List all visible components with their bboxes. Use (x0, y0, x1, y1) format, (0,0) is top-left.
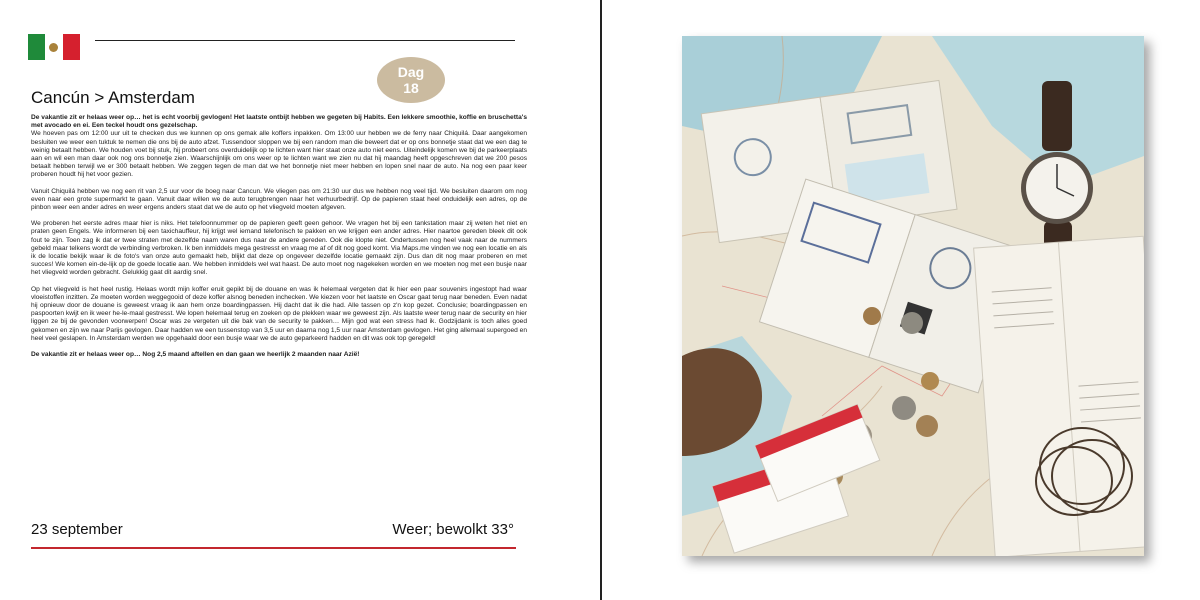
footer-date: 23 september (31, 521, 123, 538)
paragraph: Vanuit Chiquilá hebben we nog een rit van 2,5 uur voor de boeg naar Cancun. We vliegen pas om 21:30 uur dus we hebben nog veel tijd. We besluiten daarom om nog even naar een grote supermarkt te gaan. Vanuit daar willen we de auto terugbrengen naar het verhuurbedrijf. Op de papieren staat heel onduidelijk een adres, op de pinbon weer een ander adres en weer ergens anders staat dat we de auto op het vliegveld moeten afgeven. (31, 187, 527, 212)
top-divider (95, 40, 515, 41)
paragraph: We hoeven pas om 12:00 uur uit te checken dus we kunnen op ons gemak alle koffers inpakken. Om 13:00 uur hebben we de ferry naar Chiquilá. Daar aangekomen besluiten we weer een tuktuk te nemen die ons bij de auto afzet. Tussendoor sloppen we bij een random man die beweert dat er op ons bonnetje staat dat we een dag te weinig betaalt hebben. We houden voet bij stuk, hij probeert ons overduidelijk op te lichten want hier staat onze auto niet eens. Uiteindelijk komen we bij de parkeerplaats aan en wil een man daar ook nog ons bonnetje zien. Waarschijnlijk om ons weer op te lichten want we zien nu dat hij maandag heeft opgeschreven dat we 200 pesos betaalt hebben terwijl we er 300 betaalt hebben. We zeggen tegen de man dat we het bonnetje niet meer hebben en lopen snel naar de auto. Na nog een paar keer proberen houdt hij het voor gezien. (31, 130, 527, 179)
day-badge (377, 57, 445, 103)
travel-photo (682, 36, 1144, 556)
page-title: Cancún > Amsterdam (31, 88, 195, 107)
paragraph: De vakantie zit er helaas weer op… het is echt voorbij gevlogen! Het laatste ontbijt hebben we gegeten bij Habits. Een lekkere smoothie, koffie en bruschetta's met avocado en ei. Een teckel houdt ons gezelschap. (31, 114, 527, 130)
day-badge-number: 18 (403, 80, 419, 96)
day-badge-label: Dag (397, 64, 425, 80)
paragraph: De vakantie zit er helaas weer op… Nog 2,5 maand aftellen en dan gaan we heerlijk 2 maanden naar Azië! (31, 351, 360, 359)
footer-weather: Weer; bewolkt 33° (392, 521, 514, 538)
bottom-divider (31, 547, 516, 549)
paragraph: Op het vliegveld is het heel rustig. Helaas wordt mijn koffer eruit gepikt bij de douane en was ik helemaal vergeten dat ik hier een paar souvenirs ingestopt had waar vloeistoffen inzitten. Ze moeten worden weggegooid of deze koffer alsnog beneden inchecken. We kiezen voor het laatste en Oscar gaat terug naar beneden. Even nadat hij opnieuw door de douane is geweest vraag ik aan hem onze boardingpassen. Hij dacht dat ik die had. Alle tassen op z'n kop gezet. Conclusie; boardingpassen en paspoorten kwijt en ik weer he-le-maal gestresst. We lopen helemaal terug en zoeken op de plekken waar we geweest zijn. Als laatste weer terug naar de security en hier liggen ze bij de gevonden voorwerpen! Oscar was ze vergeten uit die bak van de security te pakken… Mijn god wat een stress had ik. Godzijdank is toch alles goed gekomen en zijn we naar Parijs gevlogen. Daar hadden we een tussenstop van 3,5 uur en daarna nog 1,5 uur naar Amsterdam gevlogen. Het ging allemaal supergoed en heel veel geslapen. In Amsterdam werden we opgehaald door een busje waar we de auto geparkeerd hadden en dit was ook top geregeld! (31, 285, 527, 342)
mexico-flag-icon (28, 34, 80, 60)
paragraph: We proberen het eerste adres maar hier is niks. Het telefoonnummer op de papieren geeft geen gehoor. We vragen het bij een tankstation maar zij weten het niet en praten geen Engels. We informeren bij een taxichauffeur, hij krijgt wel iemand telefonisch te pakken en we krijgen een ander adres. Hier naartoe gereden bleek dit ook fout te zijn. Toen zag ik dat er twee straten met dezelfde naam waren dus naar de andere gereden. Ook die klopte niet. Ondertussen nog heel vaak naar de nummers gebeld maar telkens wordt de verbinding verbroken. Ik ben inmiddels mega gestresst en vraag me af of dit nog goed komt. Via Maps.me vinden we nog een locatie en als ik de locatie bekijk waar ik de foto's van onze auto gemaakt heb, blijkt dat deze op ongeveer dezelfde locatie gemaakt zijn. Dus dan dit nog maar proberen en met succes! We komen ein-de-lijk op de goede locatie aan. We hebben inmiddels wel wat haast. De auto moet nog nagekeken worden en we moeten nog met een busje naar het vliegveld worden gebracht. Gelukkig gaat dit aardig snel. (31, 220, 527, 277)
journal-text (31, 114, 527, 367)
